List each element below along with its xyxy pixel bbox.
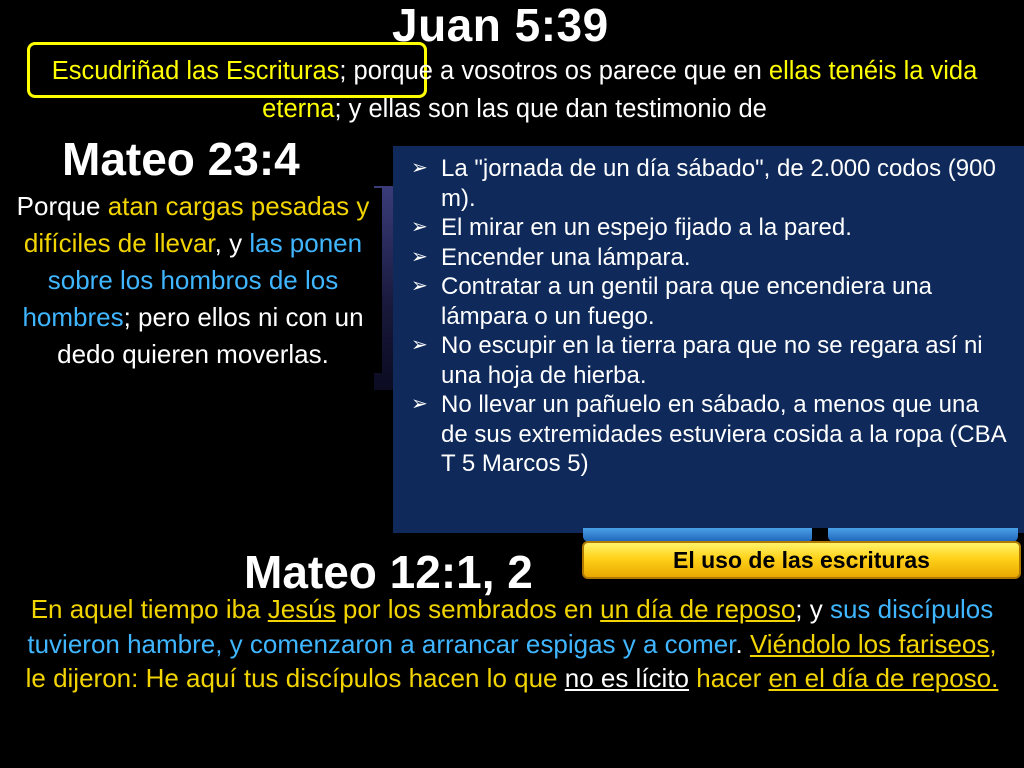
juan-text-part3: ; y ellas son las que dan testimonio de: [334, 95, 767, 123]
mateo12-t9: , le dijeron: He aquí tus discípulos hacen lo que: [25, 628, 997, 693]
rule-text: Contratar a un gentil para que encendiera una lámpara o un fuego.: [441, 273, 933, 330]
arrow-bullet-icon: ➢: [411, 393, 428, 415]
juan-highlight-phrase: Escudriñad las Escrituras: [51, 57, 340, 85]
mateo12-t7: .: [735, 628, 750, 659]
arrow-bullet-icon: ➢: [411, 216, 428, 238]
mateo23-t2: atan cargas pesadas y difíciles de llevar: [23, 191, 370, 258]
mateo12-t4: un día de reposo: [600, 594, 796, 624]
list-item: [405, 243, 1011, 273]
list-item: [405, 390, 1011, 479]
hidden-button-left[interactable]: [583, 528, 813, 542]
mateo23-t5: ; pero ellos ni con un dedo quieren moverlas.: [57, 302, 364, 369]
rule-text: El mirar en un espejo fijado a la pared.: [441, 214, 852, 241]
arrow-bullet-icon: ➢: [411, 157, 428, 179]
sabbath-rules-list: [405, 154, 1011, 479]
juan-text-part1: ; porque a vosotros os parece que en: [339, 57, 769, 85]
mateo12-t6: sus discípulos tuvieron hambre, y comenzaron a arrancar espigas y a comer: [27, 594, 994, 659]
rule-text: No llevar un pañuelo en sábado, a menos que una de sus extremidades estuviera cosida a la ropa (CBA T 5 Marcos 5): [441, 391, 1006, 477]
juan-reference-title: Juan 5:39: [392, 0, 609, 51]
mateo12-t12: en el día de reposo.: [768, 663, 999, 693]
mateo12-t2: Jesús: [267, 594, 336, 624]
rule-text: La "jornada de un día sábado", de 2.000 codos (900 m).: [441, 155, 996, 212]
mateo23-t1: Porque: [16, 191, 108, 221]
mateo12-t8: Viéndolo los fariseos: [749, 628, 990, 659]
arrow-bullet-icon: ➢: [411, 334, 428, 356]
juan-text-part2: ellas tenéis la vida eterna: [262, 57, 978, 123]
mateo23-reference-title: Mateo 23:4: [62, 132, 318, 186]
mateo23-t4: las ponen sobre los hombros de los hombres: [22, 228, 363, 332]
hidden-button-right[interactable]: [828, 528, 1018, 542]
mateo12-t11: hacer: [689, 663, 769, 693]
list-item: [405, 272, 1011, 331]
list-item: [405, 213, 1011, 243]
arrow-bullet-icon: ➢: [411, 275, 428, 297]
arrow-bullet-icon: ➢: [411, 245, 428, 268]
mateo23-verse-text: [4, 188, 382, 373]
mateo12-t5: ; y: [795, 594, 830, 624]
mateo12-t3: por los sembrados en: [335, 594, 601, 624]
rule-text: Encender una lámpara.: [441, 243, 691, 271]
sabbath-rules-box: [393, 146, 1024, 533]
mateo23-t3: , y: [214, 228, 250, 258]
rule-text: No escupir en la tierra para que no se regara así ni una hoja de hierba.: [441, 332, 983, 389]
mateo12-t10: no es lícito: [564, 663, 690, 693]
scripture-use-button[interactable]: El uso de las escrituras: [582, 541, 1021, 579]
mateo12-t1: En aquel tiempo iba: [30, 594, 268, 624]
mateo12-reference-title: Mateo 12:1, 2: [244, 545, 537, 599]
list-item: [405, 331, 1011, 390]
juan-verse-text: [22, 52, 1007, 128]
mateo12-verse-text: [14, 592, 1010, 696]
list-item: [405, 154, 1011, 213]
